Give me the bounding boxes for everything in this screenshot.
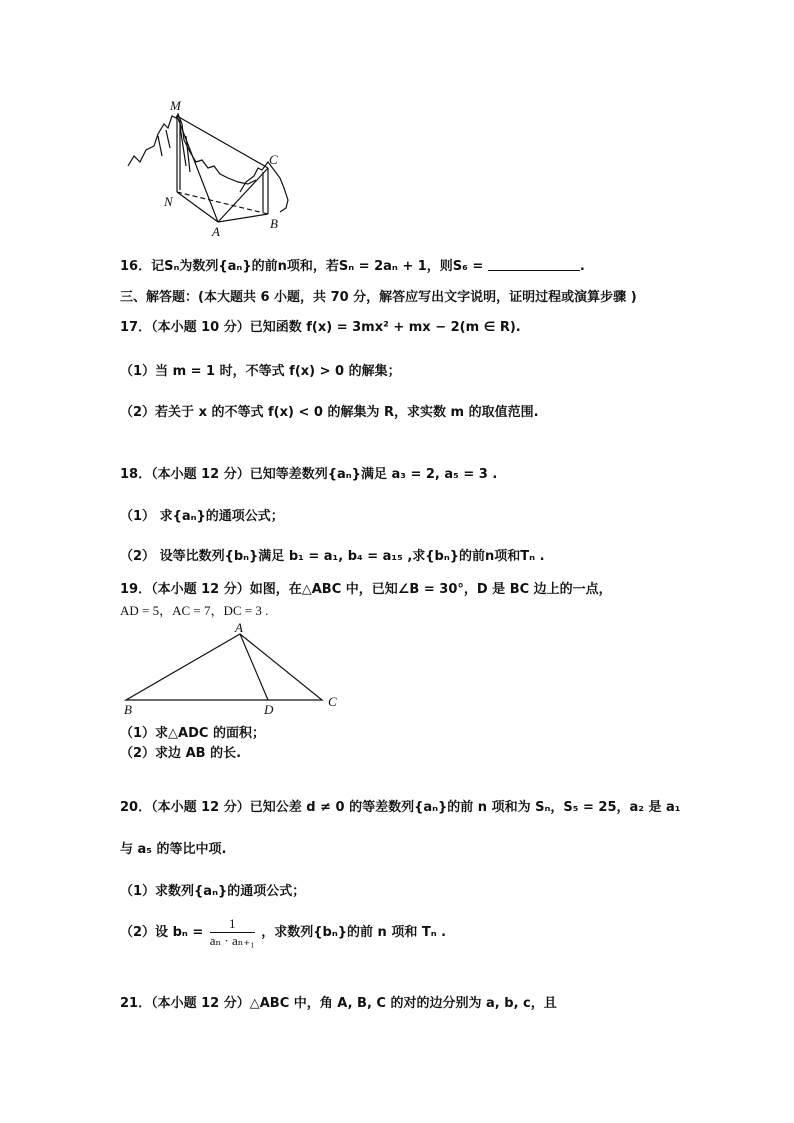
- q17-stem: 17．（本小题 10 分）已知函数 f(x) = 3mx² + mx − 2(m ∈ R).: [120, 320, 521, 335]
- q21-stem: 21．（本小题 12 分）△ABC 中，角 A, B, C 的对的边分别为 a, b, c，且: [120, 996, 557, 1011]
- segment-ab: [218, 214, 268, 222]
- label-n: N: [164, 194, 173, 209]
- fraction: [210, 916, 255, 949]
- q16-text: 记Sₙ为数列{aₙ}的前n项和，若Sₙ = 2aₙ + 1，则S₆ =: [151, 259, 484, 274]
- label-c: C: [269, 152, 278, 167]
- segment-ad: [240, 634, 268, 700]
- triangle-figure: [118, 620, 348, 716]
- q20-stem: 20．（本小题 12 分）已知公差 d ≠ 0 的等差数列{aₙ}的前 n 项和为 Sₙ，S₅ = 25，a₂ 是 a₁: [120, 800, 681, 815]
- segment-ma: [177, 116, 218, 222]
- segment-mc: [177, 116, 268, 168]
- section-header: 三、解答题：(本大题共 6 小题，共 70 分，解答应写出文字说明，证明过程或演算步骤 ): [120, 290, 637, 305]
- q20-stem-cont: 与 a₅ 的等比中项.: [120, 842, 227, 857]
- q20-part2-prefix: （2）设 bₙ =: [120, 925, 204, 940]
- q18-part2: （2） 设等比数列{bₙ}满足 b₁ = a₁, b₄ = a₁₅ ,求{bₙ}的前n项和Tₙ .: [120, 549, 545, 564]
- q17-part2: （2）若关于 x 的不等式 f(x) < 0 的解集为 R，求实数 m 的取值范围.: [120, 405, 539, 420]
- q19-stem: 19．（本小题 12 分）如图，在△ABC 中，已知∠B = 30°，D 是 BC 边上的一点，: [120, 582, 612, 597]
- q19-part1: （1）求△ADC 的面积；: [120, 726, 265, 741]
- q18-stem: 18．（本小题 12 分）已知等差数列{aₙ}满足 a₃ = 2, a₅ = 3 .: [120, 467, 498, 482]
- tri-label-a: A: [235, 620, 243, 635]
- fraction-denominator: aₙ · aₙ₊₁: [209, 933, 255, 948]
- triangle-abc: [126, 634, 322, 700]
- q20-part1: （1）求数列{aₙ}的通项公式；: [120, 884, 306, 899]
- fraction-numerator: 1: [210, 916, 255, 933]
- segment-nb: [177, 192, 268, 214]
- q16-number: 16．: [120, 259, 152, 274]
- q19-part2: （2）求边 AB 的长.: [120, 746, 242, 761]
- q18-part1: （1） 求{aₙ}的通项公式；: [120, 509, 284, 524]
- label-a: A: [212, 224, 220, 238]
- q20-part2-suffix: ，求数列{bₙ}的前 n 项和 Tₙ .: [261, 925, 447, 940]
- q19-given: AD = 5，AC = 7，DC = 3 .: [120, 603, 269, 618]
- mountain-figure: [120, 96, 300, 238]
- label-b: B: [270, 216, 278, 231]
- right-mountain-outline: [240, 162, 288, 212]
- answer-blank[interactable]: [488, 258, 580, 271]
- q16: [120, 255, 585, 274]
- q17-part1: （1）当 m = 1 时，不等式 f(x) > 0 的解集；: [120, 364, 401, 379]
- q16-end: .: [579, 259, 585, 274]
- tri-label-b: B: [124, 702, 132, 716]
- q20-part2: [120, 916, 446, 949]
- label-m: M: [170, 98, 181, 113]
- tri-label-c: C: [328, 694, 337, 709]
- left-mountain-hatch: [158, 126, 190, 172]
- tri-label-d: D: [264, 702, 274, 716]
